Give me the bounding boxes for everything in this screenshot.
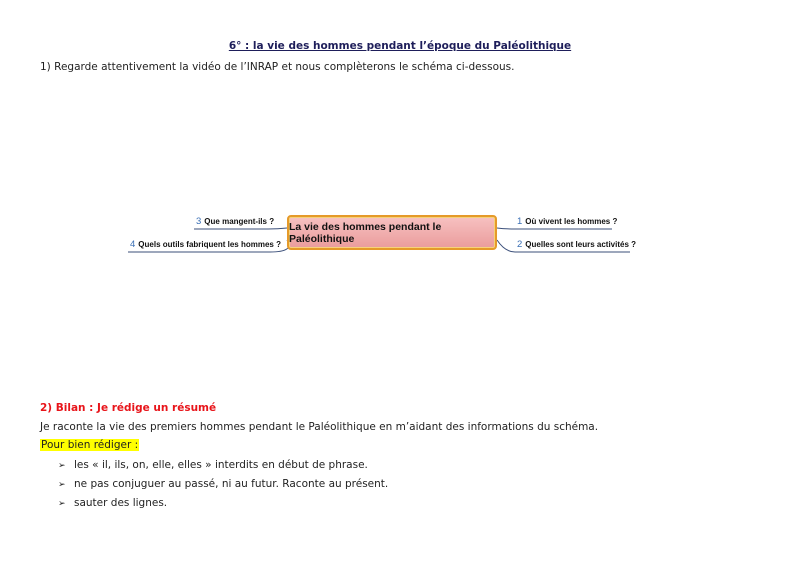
list-item [58, 459, 388, 478]
branch-2-label: Quelles sont leurs activités ? [525, 240, 637, 249]
branch-1 [517, 216, 617, 227]
list-item-text: ne pas conjuguer au passé, ni au futur. Raconte au présent. [74, 478, 389, 490]
arrow-bullet-icon: ➢ [58, 499, 66, 509]
branch-4-number: 4 [130, 239, 136, 250]
instruction-text: 1) Regarde attentivement la vidéo de l’INRAP et nous complèterons le schéma ci-dessous. [40, 61, 515, 73]
list-item-text: les « il, ils, on, elle, elles » interdits en début de phrase. [74, 459, 368, 471]
list-item [58, 478, 388, 497]
connector-1 [497, 228, 612, 229]
branch-4-label: Quels outils fabriquent les hommes ? [138, 240, 281, 249]
branch-1-label: Où vivent les hommes ? [525, 217, 618, 226]
connector-3 [194, 228, 287, 229]
branch-4 [130, 239, 281, 250]
guidelines-list [58, 459, 388, 516]
bilan-paragraph: Je raconte la vie des premiers hommes pendant le Paléolithique en m’aidant des informations du schéma. [40, 421, 599, 433]
branch-1-number: 1 [517, 216, 523, 227]
branch-2 [517, 239, 636, 250]
central-topic: La vie des hommes pendant le Paléolithique [287, 215, 497, 250]
bilan-heading: 2) Bilan : Je rédige un résumé [40, 402, 217, 414]
branch-2-number: 2 [517, 239, 523, 250]
list-item-text: sauter des lignes. [74, 497, 168, 509]
arrow-bullet-icon: ➢ [58, 461, 66, 471]
list-item [58, 497, 388, 516]
branch-3 [196, 216, 274, 227]
arrow-bullet-icon: ➢ [58, 480, 66, 490]
branch-3-number: 3 [196, 216, 202, 227]
page-title: 6° : la vie des hommes pendant l’époque du Paléolithique [228, 40, 572, 52]
highlight-label: Pour bien rédiger : [41, 439, 139, 451]
branch-3-label: Que mangent-ils ? [204, 217, 275, 226]
